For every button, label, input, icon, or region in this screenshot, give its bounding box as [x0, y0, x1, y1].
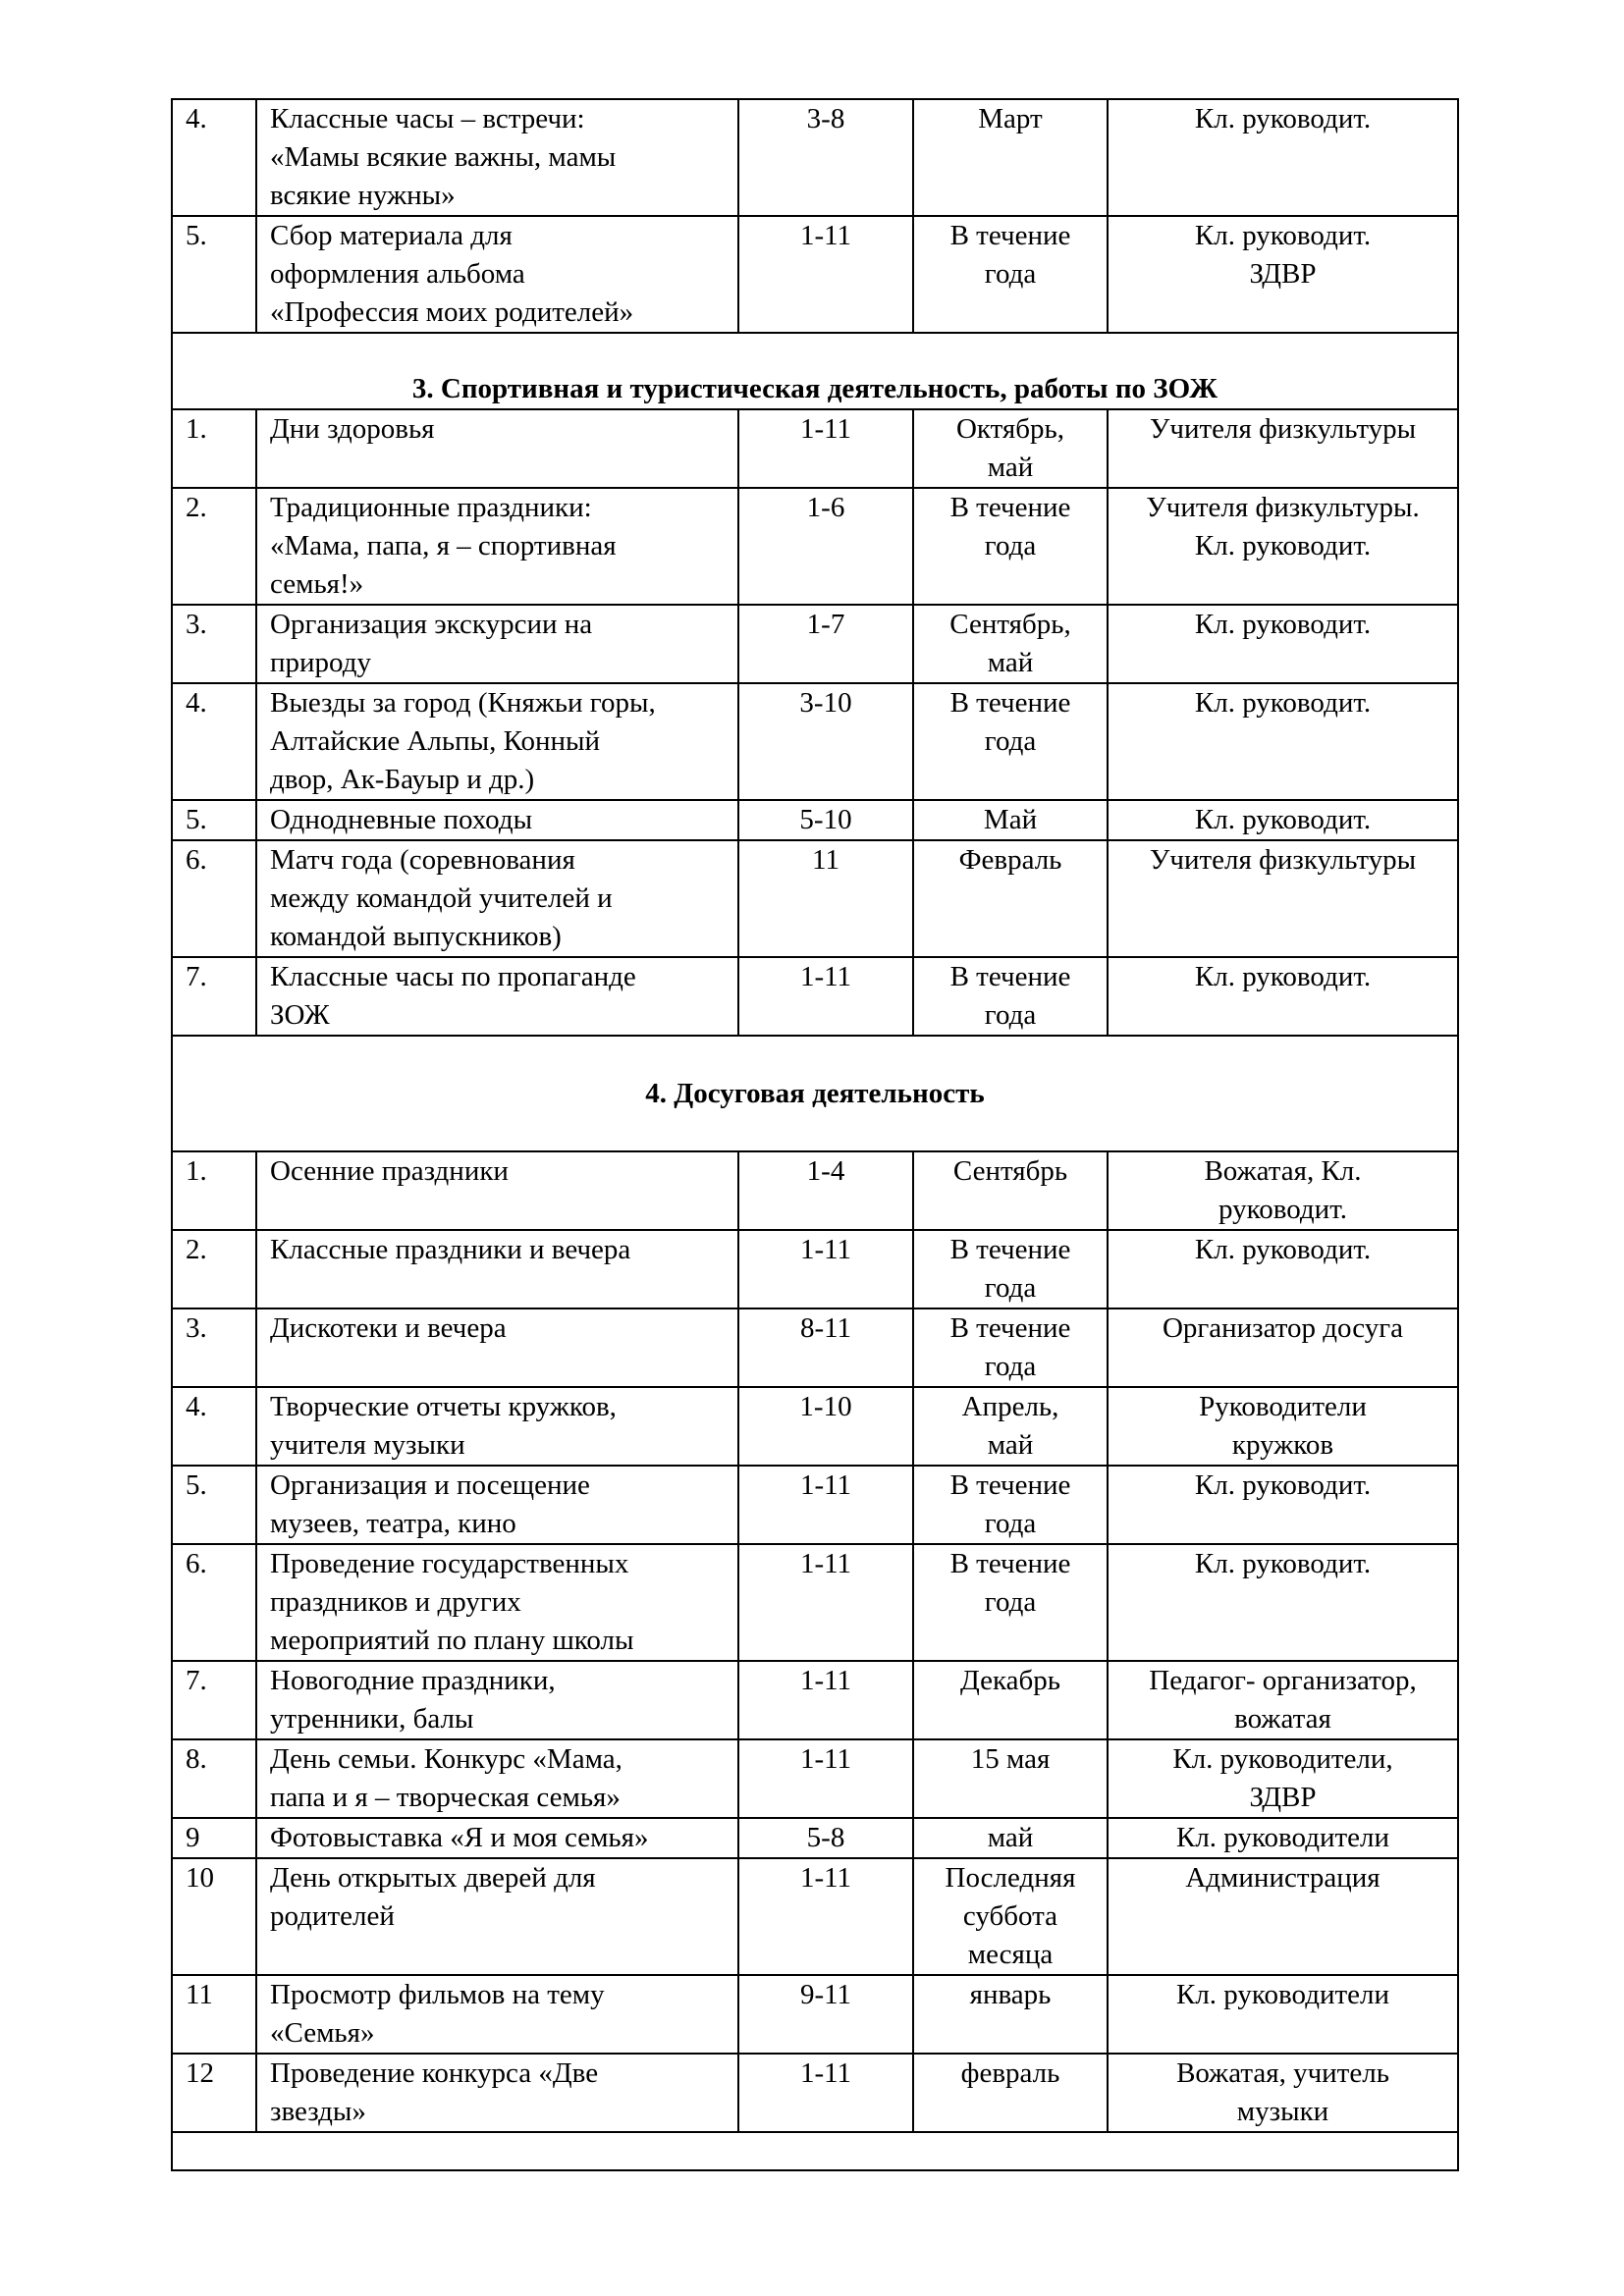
table-row	[172, 1858, 1458, 1975]
cell-number: 6.	[172, 840, 256, 957]
cell-number: 4.	[172, 683, 256, 800]
table-row	[172, 1308, 1458, 1387]
cell-number: 8.	[172, 1739, 256, 1818]
cell-number: 2.	[172, 1230, 256, 1308]
cell-classes: 1-11	[738, 1466, 913, 1544]
cell-responsible: Кл. руководит.	[1108, 605, 1458, 683]
table-row	[172, 1544, 1458, 1661]
cell-activity: Просмотр фильмов на тему «Семья»	[256, 1975, 738, 2054]
cell-classes: 1-7	[738, 605, 913, 683]
table-row	[172, 683, 1458, 800]
cell-timing: В течение года	[913, 1308, 1108, 1387]
table-row	[172, 488, 1458, 605]
cell-classes: 5-10	[738, 800, 913, 840]
cell-number: 7.	[172, 957, 256, 1036]
cell-timing: 15 мая	[913, 1739, 1108, 1818]
cell-timing: Декабрь	[913, 1661, 1108, 1739]
section-title-sport: 3. Спортивная и туристическая деятельность, работы по ЗОЖ	[172, 333, 1458, 409]
cell-classes: 9-11	[738, 1975, 913, 2054]
cell-responsible: Кл. руководит.	[1108, 800, 1458, 840]
cell-activity: Классные праздники и вечера	[256, 1230, 738, 1308]
cell-number: 12	[172, 2054, 256, 2132]
cell-timing: май	[913, 1818, 1108, 1858]
cell-classes: 11	[738, 840, 913, 957]
cell-responsible: Учителя физкультуры	[1108, 840, 1458, 957]
cell-responsible: Кл. руководит.	[1108, 1466, 1458, 1544]
cell-classes: 1-11	[738, 1858, 913, 1975]
cell-timing: Сентябрь, май	[913, 605, 1108, 683]
table-body	[172, 99, 1458, 2170]
cell-classes: 1-6	[738, 488, 913, 605]
cell-activity: Новогодние праздники, утренники, балы	[256, 1661, 738, 1739]
cell-responsible: Кл. руководит.	[1108, 1544, 1458, 1661]
cell-timing: Февраль	[913, 840, 1108, 957]
cell-activity: Однодневные походы	[256, 800, 738, 840]
cell-classes: 3-10	[738, 683, 913, 800]
cell-number: 1.	[172, 409, 256, 488]
section-header-row	[172, 1036, 1458, 1151]
table-row	[172, 1387, 1458, 1466]
cell-timing: Май	[913, 800, 1108, 840]
table-row	[172, 1975, 1458, 2054]
table-row	[172, 957, 1458, 1036]
cell-timing: январь	[913, 1975, 1108, 2054]
cell-timing: В течение года	[913, 216, 1108, 333]
cell-timing: В течение года	[913, 957, 1108, 1036]
blank-cell	[172, 2132, 1458, 2170]
cell-activity: Классные часы по пропаганде ЗОЖ	[256, 957, 738, 1036]
cell-timing: В течение года	[913, 488, 1108, 605]
cell-classes: 1-11	[738, 409, 913, 488]
table-row	[172, 1230, 1458, 1308]
activity-plan-table	[171, 98, 1459, 2171]
cell-classes: 1-11	[738, 1661, 913, 1739]
cell-number: 5.	[172, 216, 256, 333]
cell-responsible: Администрация	[1108, 1858, 1458, 1975]
cell-responsible: Вожатая, учитель музыки	[1108, 2054, 1458, 2132]
cell-responsible: Учителя физкультуры. Кл. руководит.	[1108, 488, 1458, 605]
cell-timing: Сентябрь	[913, 1151, 1108, 1230]
cell-activity: Выезды за город (Княжьи горы, Алтайские Альпы, Конный двор, Ак-Бауыр и др.)	[256, 683, 738, 800]
cell-responsible: Кл. руководители	[1108, 1975, 1458, 2054]
table-row	[172, 409, 1458, 488]
cell-classes: 8-11	[738, 1308, 913, 1387]
cell-activity: Проведение конкурса «Две звезды»	[256, 2054, 738, 2132]
cell-classes: 5-8	[738, 1818, 913, 1858]
cell-activity: Классные часы – встречи: «Мамы всякие важны, мамы всякие нужны»	[256, 99, 738, 216]
cell-classes: 1-4	[738, 1151, 913, 1230]
cell-responsible: Педагог- организатор, вожатая	[1108, 1661, 1458, 1739]
cell-number: 11	[172, 1975, 256, 2054]
cell-timing: февраль	[913, 2054, 1108, 2132]
cell-activity: Организация и посещение музеев, театра, кино	[256, 1466, 738, 1544]
cell-activity: Традиционные праздники: «Мама, папа, я – спортивная семья!»	[256, 488, 738, 605]
cell-classes: 1-10	[738, 1387, 913, 1466]
cell-number: 3.	[172, 1308, 256, 1387]
table-row	[172, 2054, 1458, 2132]
cell-classes: 3-8	[738, 99, 913, 216]
cell-number: 6.	[172, 1544, 256, 1661]
table-row	[172, 1739, 1458, 1818]
cell-classes: 1-11	[738, 1739, 913, 1818]
cell-number: 9	[172, 1818, 256, 1858]
cell-activity: Творческие отчеты кружков, учителя музыки	[256, 1387, 738, 1466]
cell-responsible: Кл. руководит.	[1108, 1230, 1458, 1308]
cell-timing: В течение года	[913, 1466, 1108, 1544]
table-row	[172, 1151, 1458, 1230]
cell-responsible: Кл. руководители, ЗДВР	[1108, 1739, 1458, 1818]
cell-responsible: Вожатая, Кл. руководит.	[1108, 1151, 1458, 1230]
cell-responsible: Кл. руководит. ЗДВР	[1108, 216, 1458, 333]
cell-classes: 1-11	[738, 2054, 913, 2132]
cell-responsible: Кл. руководит.	[1108, 99, 1458, 216]
table-row	[172, 99, 1458, 216]
blank-row	[172, 2132, 1458, 2170]
cell-responsible: Учителя физкультуры	[1108, 409, 1458, 488]
cell-number: 7.	[172, 1661, 256, 1739]
cell-timing: В течение года	[913, 683, 1108, 800]
cell-number: 4.	[172, 99, 256, 216]
cell-activity: Осенние праздники	[256, 1151, 738, 1230]
cell-responsible: Руководители кружков	[1108, 1387, 1458, 1466]
cell-timing: В течение года	[913, 1544, 1108, 1661]
table-row	[172, 840, 1458, 957]
table-row	[172, 1466, 1458, 1544]
cell-number: 1.	[172, 1151, 256, 1230]
cell-activity: Дни здоровья	[256, 409, 738, 488]
cell-activity: Проведение государственных праздников и других мероприятий по плану школы	[256, 1544, 738, 1661]
cell-timing: Октябрь, май	[913, 409, 1108, 488]
cell-responsible: Кл. руководит.	[1108, 957, 1458, 1036]
section-title-leisure: 4. Досуговая деятельность	[172, 1036, 1458, 1151]
cell-activity: Фотовыставка «Я и моя семья»	[256, 1818, 738, 1858]
cell-timing: Апрель, май	[913, 1387, 1108, 1466]
table-row	[172, 800, 1458, 840]
cell-number: 5.	[172, 1466, 256, 1544]
cell-activity: Организация экскурсии на природу	[256, 605, 738, 683]
cell-number: 4.	[172, 1387, 256, 1466]
cell-activity: Сбор материала для оформления альбома «Профессия моих родителей»	[256, 216, 738, 333]
cell-number: 2.	[172, 488, 256, 605]
cell-classes: 1-11	[738, 1544, 913, 1661]
cell-activity: Матч года (соревнования между командой учителей и командой выпускников)	[256, 840, 738, 957]
cell-activity: День семьи. Конкурс «Мама, папа и я – творческая семья»	[256, 1739, 738, 1818]
cell-responsible: Организатор досуга	[1108, 1308, 1458, 1387]
cell-activity: Дискотеки и вечера	[256, 1308, 738, 1387]
section-header-row	[172, 333, 1458, 409]
cell-number: 5.	[172, 800, 256, 840]
table-row	[172, 1661, 1458, 1739]
cell-classes: 1-11	[738, 216, 913, 333]
cell-classes: 1-11	[738, 957, 913, 1036]
cell-timing: Последняя суббота месяца	[913, 1858, 1108, 1975]
cell-timing: В течение года	[913, 1230, 1108, 1308]
cell-responsible: Кл. руководит.	[1108, 683, 1458, 800]
cell-responsible: Кл. руководители	[1108, 1818, 1458, 1858]
table-row	[172, 216, 1458, 333]
cell-timing: Март	[913, 99, 1108, 216]
table-row	[172, 605, 1458, 683]
table-row	[172, 1818, 1458, 1858]
cell-activity: День открытых дверей для родителей	[256, 1858, 738, 1975]
cell-number: 10	[172, 1858, 256, 1975]
cell-number: 3.	[172, 605, 256, 683]
cell-classes: 1-11	[738, 1230, 913, 1308]
